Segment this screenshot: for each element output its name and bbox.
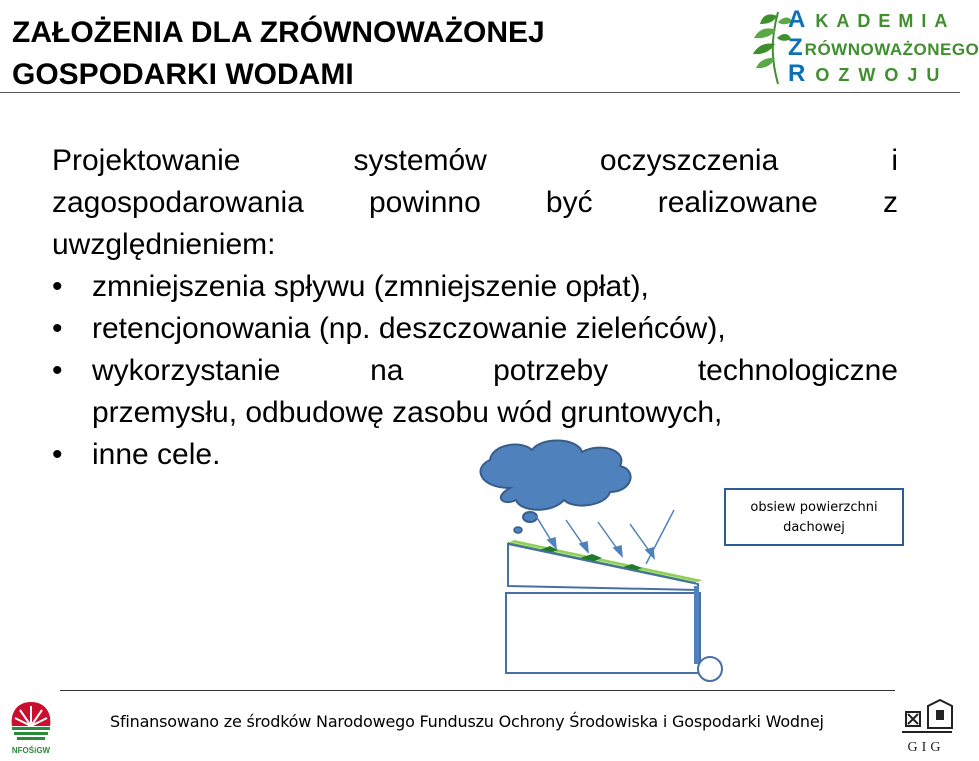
tank-icon [698, 657, 722, 681]
cloud-icon [480, 440, 630, 533]
akademia-logo [748, 2, 979, 87]
building-icon [506, 593, 700, 673]
title-line-2: GOSPODARKI WODAMI [12, 58, 354, 91]
slide-body [52, 140, 898, 476]
downpipe-icon [694, 586, 699, 664]
nfosigw-logo [6, 696, 56, 758]
nfosigw-emblem-icon [6, 696, 56, 746]
title-divider [0, 92, 960, 93]
page-title [12, 12, 545, 96]
intro-line-1: Projektowanie systemów oczyszczenia i [52, 144, 898, 177]
logo-row-rozwoju: R OZWOJU [788, 60, 949, 87]
title-line-1: ZAŁOŻENIA DLA ZRÓWNOWAŻONEJ [12, 16, 545, 49]
bullet-item: • wykorzystanie na potrzeby technologiczne przemysłu, odbudowę zasobu wód gruntowych, [52, 350, 898, 434]
funding-note: Sfinansowano ze środków Narodowego Funduszu Ochrony Środowiska i Gospodarki Wodnej [110, 712, 824, 731]
bullet-item: • zmniejszenia spływu (zmniejszenie opłat), [52, 266, 898, 308]
intro-line-3: uwzględnieniem: [52, 228, 276, 261]
footer-divider [60, 690, 895, 691]
intro-line-2: zagospodarowania powinno być realizowane z [52, 186, 898, 219]
bullet-item: • retencjonowania (np. deszczowanie zieleńców), [52, 308, 898, 350]
intro-paragraph [52, 140, 898, 266]
nfosigw-label: NFOŚiGW [11, 746, 51, 755]
mining-tools-icon [898, 696, 954, 740]
gig-label: GIG [907, 740, 945, 755]
bullet-item: • inne cele. [52, 434, 898, 476]
gig-logo [898, 696, 954, 758]
roof-seeding-callout: obsiew powierzchni dachowej [724, 488, 904, 546]
logo-row-zrownowazonego: Z RÓWNOWAŻONEGO [788, 34, 979, 61]
green-roof-icon [508, 540, 702, 590]
logo-row-akademia: A KADEMIA [788, 6, 956, 33]
green-roof-diagram [470, 440, 740, 690]
